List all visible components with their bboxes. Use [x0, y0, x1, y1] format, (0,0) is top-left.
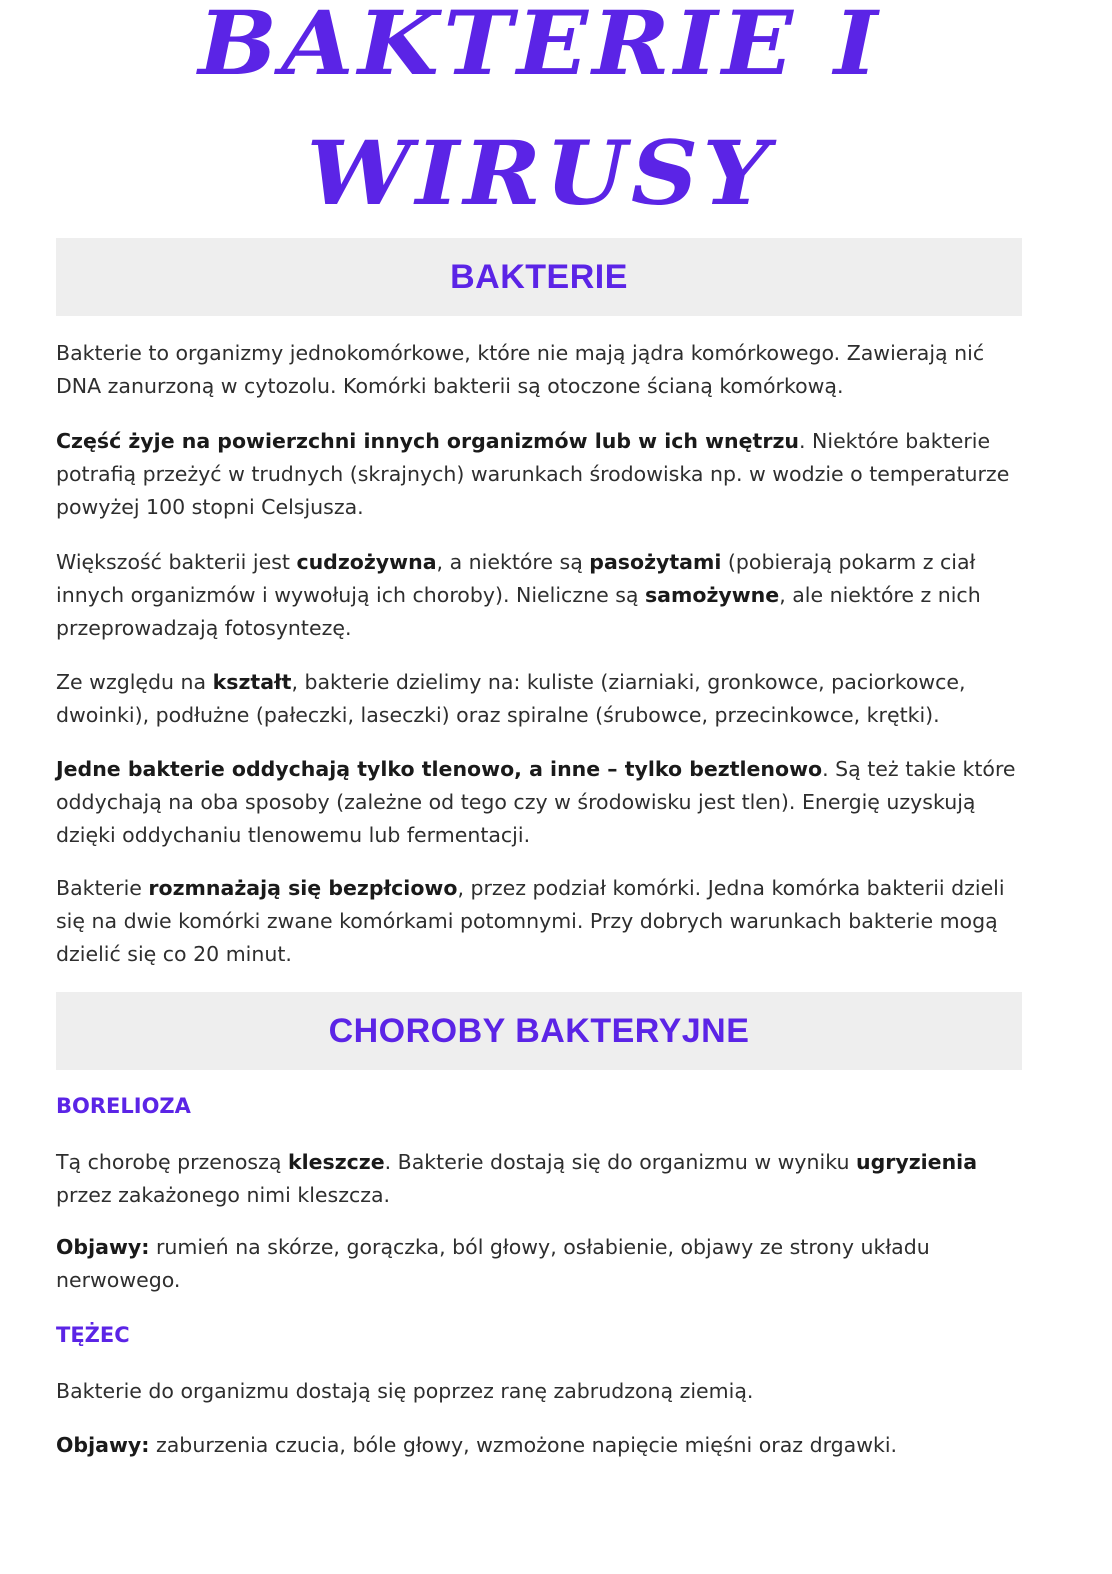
text-run: Bakterie: [56, 876, 149, 900]
bold-text: Objawy:: [56, 1433, 150, 1457]
paragraph: [56, 1146, 1026, 1212]
bold-text: rozmnażają się bezpłciowo: [148, 876, 458, 900]
disease-title-borelioza: BORELIOZA: [56, 1094, 191, 1118]
text-run: Bakterie to organizmy jednokomórkowe, które nie mają jądra komórkowego. Zawierają nić DNA zanurzoną w cytozolu. Komórki bakterii są otoczone ścianą komórkową.: [56, 341, 985, 398]
section-title: BAKTERIE: [450, 257, 628, 296]
bold-text: kształt: [212, 670, 292, 694]
text-run: . Są też takie które oddychają na oba sposoby (zależne od tego czy w środowisku jest tlen). Energię uzyskują dzięki oddychaniu tlenowemu lub fermentacji.: [56, 757, 1016, 847]
text-run: . Niektóre bakterie potrafią przeżyć w trudnych (skrajnych) warunkach środowiska np. w wodzie o temperaturze powyżej 100 stopni Celsjusza.: [56, 429, 1010, 519]
bold-text: ugryzienia: [855, 1150, 978, 1174]
page-title: BAKTERIE I WIRUSY: [198, 0, 882, 225]
text-run: Ze względu na: [56, 670, 213, 694]
paragraph: [56, 546, 1026, 645]
text-run: , bakterie dzielimy na: kuliste (ziarniaki, gronkowce, paciorkowce, dwoinki), podłużne (pałeczki, laseczki) oraz spiralne (śrubowce, przecinkowce, krętki).: [56, 670, 966, 727]
text-run: , a niektóre są: [436, 550, 590, 574]
text-run: . Bakterie dostają się do organizmu w wyniku: [384, 1150, 856, 1174]
paragraph: [56, 1231, 1026, 1297]
paragraph: [56, 753, 1026, 852]
bold-text: cudzożywna: [296, 550, 437, 574]
paragraph: [56, 337, 1026, 403]
text-run: Większość bakterii jest: [56, 550, 297, 574]
section-title: CHOROBY BAKTERYJNE: [328, 1011, 750, 1050]
disease-title-tezec: TĘŻEC: [56, 1323, 130, 1347]
section-header-choroby: [56, 992, 1022, 1070]
text-run: (pobierają pokarm z ciał innych organizmów i wywołują ich choroby). Nieliczne są: [56, 550, 976, 607]
paragraph: [56, 1375, 1026, 1408]
text-run: , przez podział komórki. Jedna komórka bakterii dzieli się na dwie komórki zwane komórkami potomnymi. Przy dobrych warunkach bakterie mogą dzielić się co 20 minut.: [56, 876, 1005, 966]
bold-text: samożywne: [644, 583, 780, 607]
text-run: Bakterie do organizmu dostają się poprzez ranę zabrudzoną ziemią.: [56, 1379, 754, 1403]
paragraph: [56, 1429, 1026, 1462]
bold-text: Część żyje na powierzchni innych organizmów lub w ich wnętrzu: [56, 429, 799, 453]
bold-text: Objawy:: [56, 1235, 150, 1259]
text-run: Tą chorobę przenoszą: [56, 1150, 288, 1174]
bold-text: Jedne bakterie oddychają tylko tlenowo, a inne – tylko beztlenowo: [56, 757, 823, 781]
bold-text: pasożytami: [589, 550, 722, 574]
paragraph: [56, 666, 1026, 732]
paragraph: [56, 425, 1026, 524]
text-run: zaburzenia czucia, bóle głowy, wzmożone napięcie mięśni oraz drgawki.: [149, 1433, 898, 1457]
text-run: , ale niektóre z nich przeprowadzają fotosyntezę.: [56, 583, 981, 640]
section-header-bakterie: [56, 238, 1022, 316]
text-run: rumień na skórze, gorączka, ból głowy, osłabienie, objawy ze strony układu nerwowego.: [56, 1235, 930, 1292]
paragraph: [56, 872, 1026, 971]
text-run: przez zakażonego nimi kleszcza.: [56, 1183, 391, 1207]
bold-text: kleszcze: [287, 1150, 385, 1174]
